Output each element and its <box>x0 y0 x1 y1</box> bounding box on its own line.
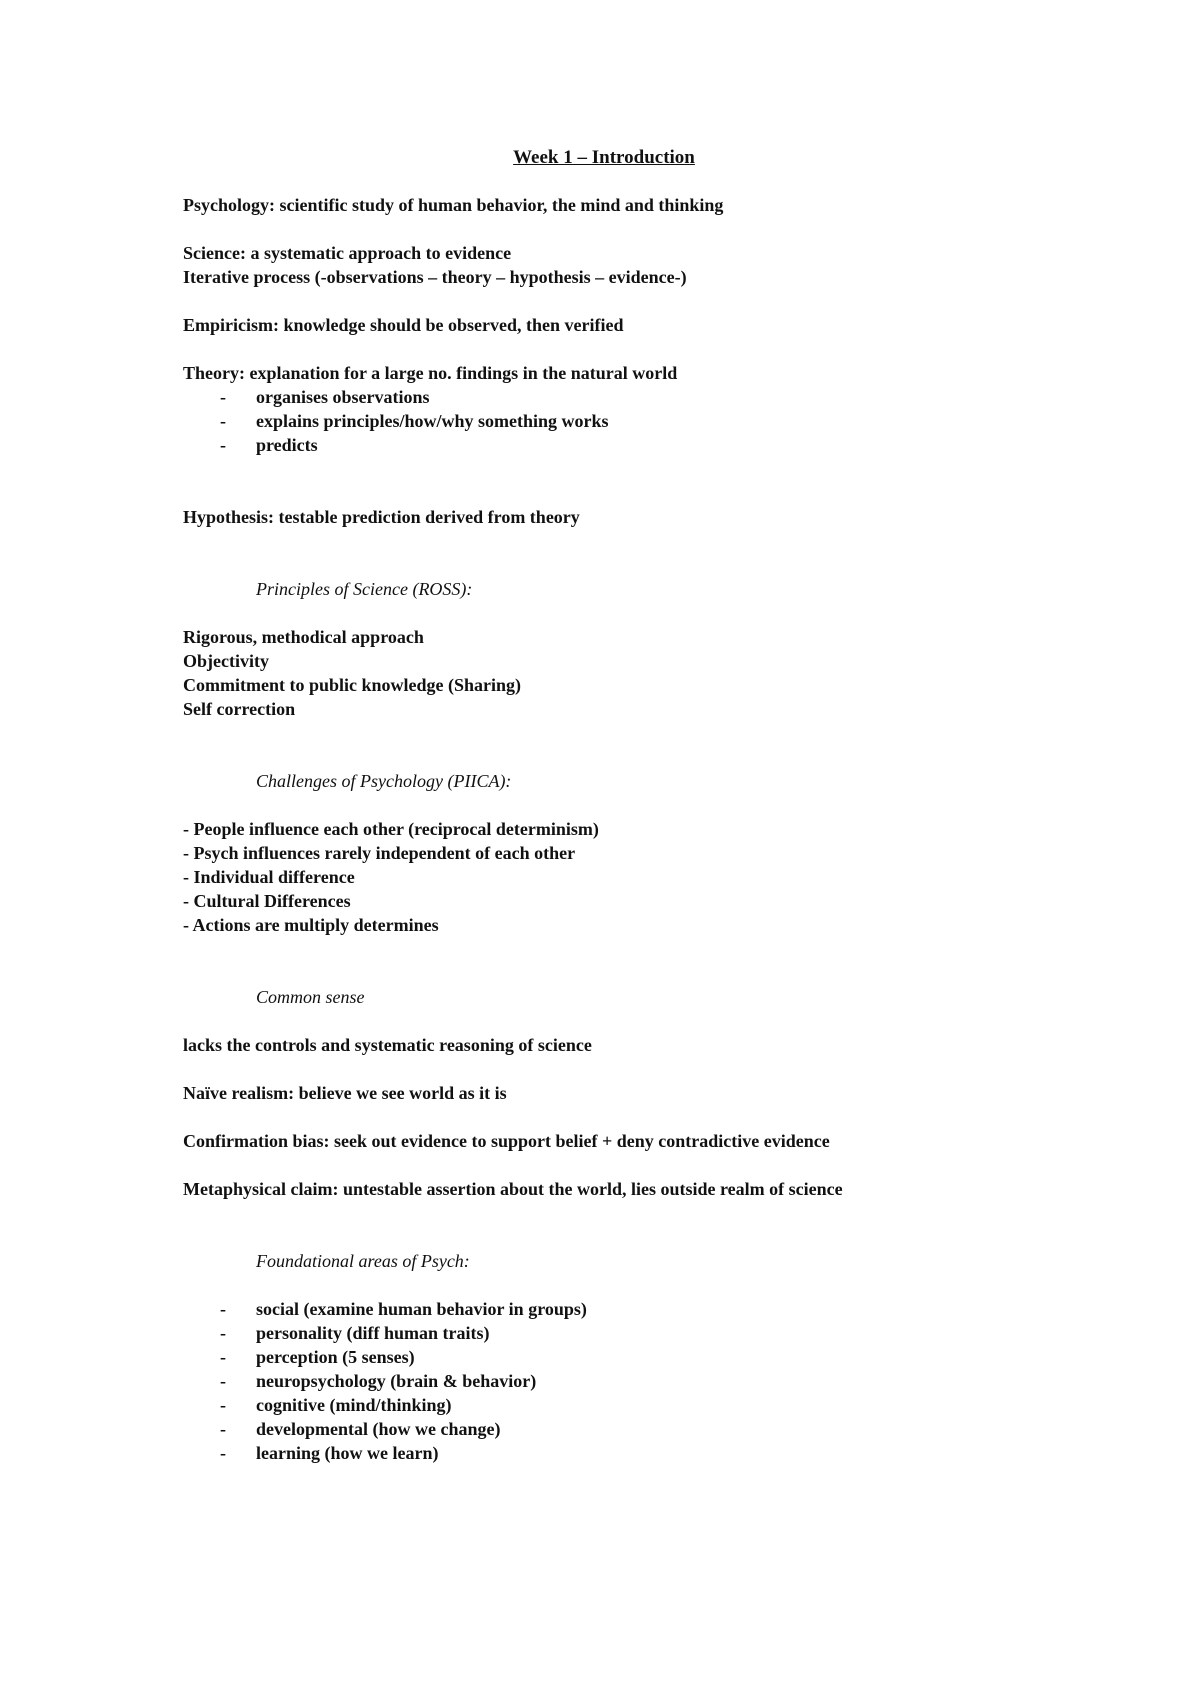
page-title: Week 1 – Introduction <box>513 147 695 168</box>
theory-definition: Theory: explanation for a large no. findings in the natural world <box>183 363 678 383</box>
iterative-process-line: Iterative process (-observations – theory – hypothesis – evidence-) <box>183 267 687 287</box>
foundational-heading: Foundational areas of Psych: <box>256 1251 470 1271</box>
challenge-item: - Cultural Differences <box>183 891 351 911</box>
bullet-marker: - <box>220 1395 226 1415</box>
foundational-area: personality (diff human traits) <box>256 1323 490 1343</box>
bullet-marker: - <box>220 1443 226 1463</box>
bullet-marker: - <box>220 411 226 431</box>
theory-point: predicts <box>256 435 318 455</box>
foundational-area: cognitive (mind/thinking) <box>256 1395 452 1415</box>
challenge-item: - Actions are multiply determines <box>183 915 439 935</box>
confirmation-bias-definition: Confirmation bias: seek out evidence to support belief + deny contradictive evidence <box>183 1131 830 1151</box>
metaphysical-claim-definition: Metaphysical claim: untestable assertion about the world, lies outside realm of science <box>183 1179 843 1199</box>
foundational-area: developmental (how we change) <box>256 1419 501 1439</box>
science-definition: Science: a systematic approach to evidence <box>183 243 512 263</box>
bullet-marker: - <box>220 1371 226 1391</box>
principles-heading: Principles of Science (ROSS): <box>256 579 473 599</box>
naive-realism-definition: Naïve realism: believe we see world as it is <box>183 1083 507 1103</box>
principle-item: Commitment to public knowledge (Sharing) <box>183 675 522 695</box>
bullet-marker: - <box>220 1299 226 1319</box>
foundational-area: neuropsychology (brain & behavior) <box>256 1371 537 1391</box>
psychology-definition: Psychology: scientific study of human behavior, the mind and thinking <box>183 195 724 215</box>
bullet-marker: - <box>220 1347 226 1367</box>
empiricism-definition: Empiricism: knowledge should be observed, then verified <box>183 315 624 335</box>
foundational-area: learning (how we learn) <box>256 1443 439 1463</box>
challenges-heading: Challenges of Psychology (PIICA): <box>256 771 512 791</box>
challenge-item: - People influence each other (reciprocal determinism) <box>183 819 599 839</box>
bullet-marker: - <box>220 1323 226 1343</box>
bullet-marker: - <box>220 1419 226 1439</box>
principle-item: Self correction <box>183 699 296 719</box>
bullet-marker: - <box>220 435 226 455</box>
bullet-marker: - <box>220 387 226 407</box>
common-sense-definition: lacks the controls and systematic reasoning of science <box>183 1035 592 1055</box>
challenge-item: - Psych influences rarely independent of each other <box>183 843 576 863</box>
common-sense-heading: Common sense <box>256 987 365 1007</box>
principle-item: Objectivity <box>183 651 269 671</box>
theory-point: explains principles/how/why something works <box>256 411 609 431</box>
hypothesis-definition: Hypothesis: testable prediction derived from theory <box>183 507 580 527</box>
challenge-item: - Individual difference <box>183 867 355 887</box>
theory-point: organises observations <box>256 387 430 407</box>
foundational-area: perception (5 senses) <box>256 1347 415 1367</box>
principle-item: Rigorous, methodical approach <box>183 627 424 647</box>
foundational-area: social (examine human behavior in groups) <box>256 1299 587 1319</box>
